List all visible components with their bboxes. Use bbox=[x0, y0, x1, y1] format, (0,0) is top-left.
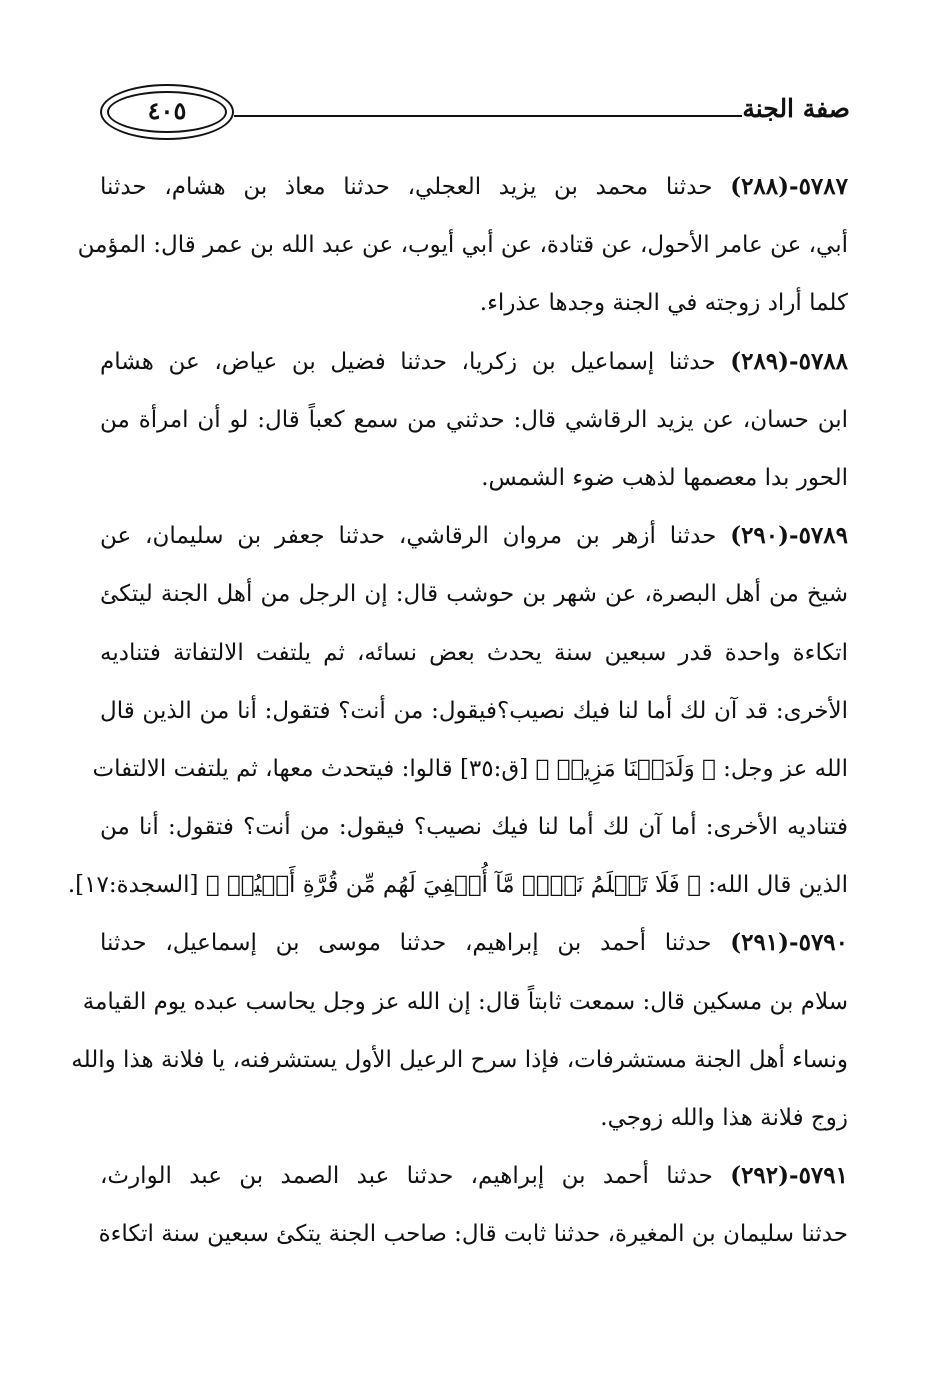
text-line: الأخرى: قد آن لك أما لنا فيك نصيب؟فيقول: من أنت؟ فتقول: أنا من الذين قال bbox=[100, 697, 848, 724]
text-line bbox=[100, 333, 848, 391]
text-line: زوج فلانة هذا والله زوجي. bbox=[600, 1105, 848, 1131]
text-line: سلام بن مسكين قال: سمعت ثابتاً قال: إن الله عز وجل يحاسب عبده يوم القيامة bbox=[82, 988, 848, 1015]
text-line-content: حدثنا أحمد بن إبراهيم، حدثنا عبد الصمد بن عبد الوارث، bbox=[100, 1163, 713, 1190]
hadith-number: ٥٧٨٩ bbox=[798, 522, 848, 550]
hadith-number: ٥٧٨٧ bbox=[798, 173, 848, 200]
text-line: الحور بدا معصمها لذهب ضوء الشمس. bbox=[481, 464, 848, 491]
text-line-with-quran-quote: الله عز وجل: ﴿ وَلَدَيۡنَا مَزِيدٞ ﴾ [ق:٣٥] قالوا: فيتحدث معها، ثم يلتفت الالتفات bbox=[92, 755, 848, 782]
hadith-entry bbox=[71, 914, 849, 1147]
hadith-entry bbox=[100, 333, 848, 508]
text-line: ونساء أهل الجنة مستشرفات، فإذا سرح الرعيل الأول يستشرفنه، يا فلانة هذا والله bbox=[71, 1046, 848, 1073]
text-line bbox=[100, 158, 848, 216]
text-line-content: حدثنا أزهر بن مروان الرقاشي، حدثنا جعفر بن سليمان، عن bbox=[100, 523, 717, 550]
header-rule bbox=[234, 115, 742, 117]
hadith-entry bbox=[67, 507, 848, 914]
text-line-content: حدثنا إسماعيل بن زكريا، حدثنا فضيل بن عياض، عن هشام bbox=[100, 348, 716, 375]
hadith-number: ٥٧٩١ bbox=[798, 1162, 848, 1190]
text-line: أبي، عن عامر الأحول، عن قتادة، عن أبي أيوب، عن عبد الله بن عمر قال: المؤمن bbox=[77, 232, 848, 259]
hadith-entry bbox=[77, 158, 848, 333]
hadith-number: ٥٧٩٠ bbox=[798, 929, 849, 957]
hadith-sub-number: -(٢٨٩) bbox=[730, 347, 799, 375]
page-body bbox=[67, 158, 849, 1264]
text-line: كلما أراد زوجته في الجنة وجدها عذراء. bbox=[479, 290, 848, 317]
hadith-number: ٥٧٨٨ bbox=[798, 347, 849, 375]
hadith-sub-number: -(٢٩٠) bbox=[730, 522, 799, 550]
text-line: حدثنا سليمان بن المغيرة، حدثنا ثابت قال: صاحب الجنة يتكئ سبعين سنة اتكاءة bbox=[98, 1221, 848, 1248]
text-line: فتناديه الأخرى: أما آن لك أما لنا فيك نصيب؟ فيقول: من أنت؟ فتقول: أنا من bbox=[100, 814, 848, 841]
text-line-with-quran-quote: الذين قال الله: ﴿ فَلَا تَعۡلَمُ نَفۡسٞ مَّآ أُخۡفِيَ لَهُم مِّن قُرَّةِ أَعۡيُنٖ ﴾ [السجدة:١٧]. bbox=[67, 872, 848, 899]
running-header bbox=[100, 82, 850, 146]
text-line: اتكاءة واحدة قدر سبعين سنة يحدث بعض نسائه، ثم يلتفت الالتفاتة فتناديه bbox=[100, 639, 848, 666]
text-line: ابن حسان، عن يزيد الرقاشي قال: حدثني من سمع كعباً قال: لو أن امرأة من bbox=[100, 406, 848, 433]
hadith-sub-number: -(٢٩٢) bbox=[730, 1162, 799, 1190]
hadith-sub-number: -(٢٨٨) bbox=[730, 173, 799, 200]
page-number: ٤٠٥ bbox=[147, 95, 187, 125]
text-line-content: حدثنا محمد بن يزيد العجلي، حدثنا معاذ بن هشام، حدثنا bbox=[100, 174, 713, 200]
hadith-entry bbox=[100, 1147, 848, 1263]
text-line bbox=[100, 507, 848, 565]
chapter-title: صفة الجنة bbox=[742, 94, 850, 123]
text-line bbox=[100, 914, 848, 972]
text-line bbox=[100, 1147, 848, 1205]
hadith-sub-number: -(٢٩١) bbox=[730, 929, 799, 957]
text-line-content: حدثنا أحمد بن إبراهيم، حدثنا موسى بن إسماعيل، حدثنا bbox=[100, 930, 712, 957]
text-line: شيخ من أهل البصرة، عن شهر بن حوشب قال: إن الرجل من أهل الجنة ليتكئ bbox=[100, 581, 848, 608]
